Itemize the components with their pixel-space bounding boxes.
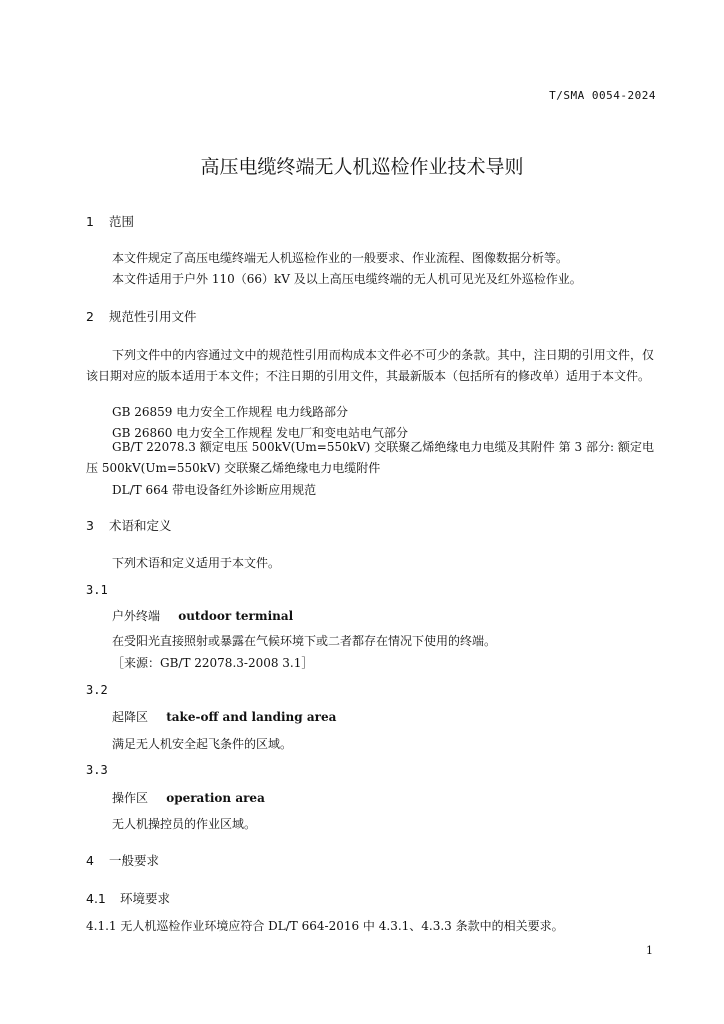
subsection-number: 4.1 <box>86 891 106 906</box>
term-en: operation area <box>166 791 265 805</box>
subsection-title: 环境要求 <box>119 891 170 906</box>
standard-id: T/SMA 0054-2024 <box>549 89 656 102</box>
section-number: 3 <box>86 518 94 533</box>
reference-item: GB/T 22078.3 额定电压 500kV(Um=550kV) 交联聚乙烯绝缘电力电缆及其附件 第 3 部分: 额定电压 500kV(Um=550kV) 交联聚乙烯绝缘电力电缆附件 <box>86 440 654 475</box>
section-title: 一般要求 <box>108 853 159 868</box>
section-title: 规范性引用文件 <box>108 309 197 324</box>
document-title: 高压电缆终端无人机巡检作业技术导则 <box>200 156 524 178</box>
term-zh: 起降区 <box>112 710 149 724</box>
term-source: ［来源：GB/T 22078.3-2008 3.1］ <box>112 656 314 670</box>
page-number: 1 <box>646 944 653 957</box>
term-definition: 满足无人机安全起飞条件的区域。 <box>112 737 293 751</box>
section-4-heading <box>86 851 159 869</box>
reference-item: GB 26859 电力安全工作规程 电力线路部分 <box>112 405 349 419</box>
term-number: 3.2 <box>86 683 108 697</box>
section-number: 2 <box>86 309 94 324</box>
reference-item: GB 26860 电力安全工作规程 发电厂和变电站电气部分 <box>112 426 409 440</box>
section-title: 术语和定义 <box>108 518 172 533</box>
term-definition: 在受阳光直接照射或暴露在气候环境下或二者都存在情况下使用的终端。 <box>112 634 497 648</box>
section-number: 4 <box>86 853 94 868</box>
paragraph: 下列文件中的内容通过文中的规范性引用而构成本文件必不可少的条款。其中，注日期的引用文件，仅该日期对应的版本适用于本文件；不注日期的引用文件，其最新版本（包括所有的修改单）适用于本文件。 <box>86 348 654 383</box>
clause-4-1-1: 4.1.1 无人机巡检作业环境应符合 DL/T 664-2016 中 4.3.1、4.3.3 条款中的相关要求。 <box>86 919 564 933</box>
term-heading <box>112 708 336 725</box>
term-heading <box>112 789 265 806</box>
paragraph: 下列术语和定义适用于本文件。 <box>112 556 281 570</box>
subsection-4-1-heading <box>86 889 170 907</box>
paragraph: 本文件规定了高压电缆终端无人机巡检作业的一般要求、作业流程、图像数据分析等。 <box>112 251 569 265</box>
term-zh: 户外终端 <box>112 609 161 623</box>
reference-item: DL/T 664 带电设备红外诊断应用规范 <box>112 483 317 497</box>
term-en: outdoor terminal <box>178 609 294 623</box>
paragraph: 本文件适用于户外 110（66）kV 及以上高压电缆终端的无人机可见光及红外巡检作业。 <box>112 272 582 286</box>
section-number: 1 <box>86 214 94 229</box>
section-1-heading <box>86 212 134 230</box>
term-zh: 操作区 <box>112 791 149 805</box>
section-2-heading <box>86 307 197 325</box>
term-heading <box>112 607 293 624</box>
section-title: 范围 <box>108 214 134 229</box>
term-number: 3.3 <box>86 763 108 777</box>
section-3-heading <box>86 516 172 534</box>
term-en: take-off and landing area <box>166 710 337 724</box>
term-definition: 无人机操控员的作业区域。 <box>112 817 257 831</box>
term-number: 3.1 <box>86 583 108 597</box>
